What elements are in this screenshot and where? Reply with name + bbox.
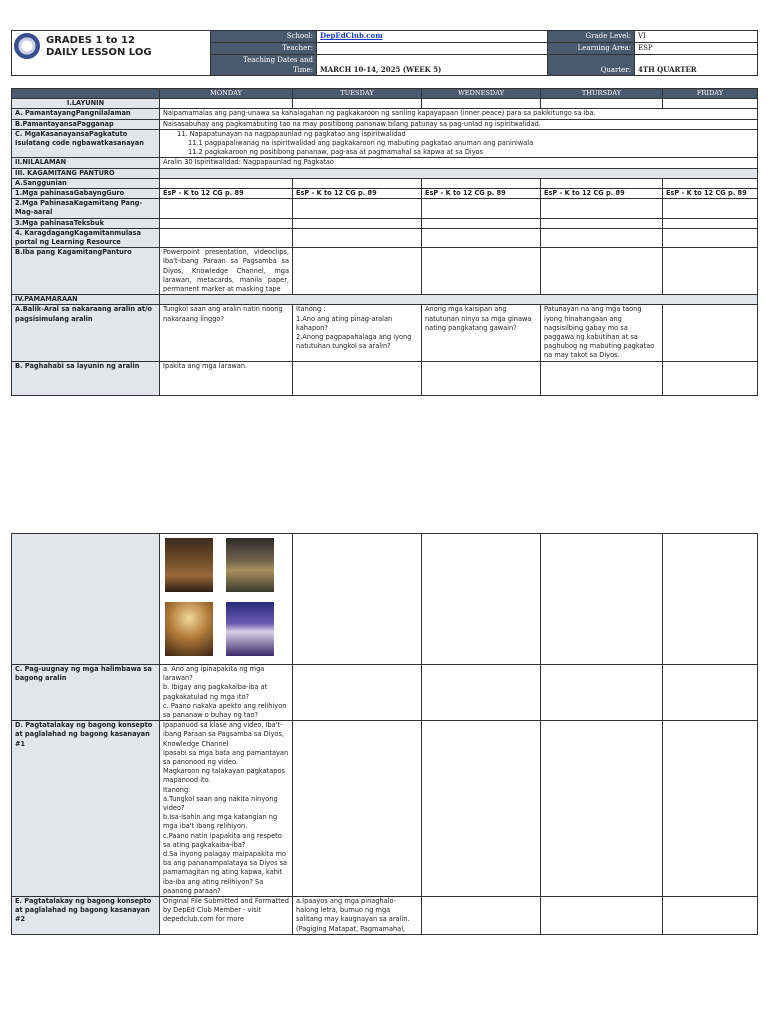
- worship-photo-2: [226, 538, 274, 592]
- cell: [422, 897, 541, 935]
- cell: [422, 228, 541, 247]
- header-table: [11, 30, 758, 76]
- pagganap-text: Naisasabuhay ang pagkamabuting tao na may positibong pananaw bilang patunay sa pag-unlad ng ispiritwalidad.: [160, 119, 758, 129]
- grade-value: VI: [635, 31, 758, 43]
- area-value: ESP: [635, 43, 758, 55]
- cell: [422, 361, 541, 395]
- cell: [541, 228, 663, 247]
- pamamaraan-blank: [160, 295, 758, 305]
- pagugnay-label: C. Pag-uugnay ng mga halimbawa sa bagong aralin: [12, 665, 160, 721]
- gabay-wednesday: EsP - K to 12 CG p. 89: [422, 189, 541, 199]
- gabay-tuesday: EsP - K to 12 CG p. 89: [293, 189, 422, 199]
- cell: [663, 721, 758, 897]
- grade-label: Grade Level:: [548, 31, 635, 43]
- quarter-label: Quarter:: [548, 55, 635, 76]
- paghahabi-label: B. Paghahabi sa layunin ng aralin: [12, 361, 160, 395]
- photos-row-label: [12, 534, 160, 665]
- layunin-heading: I.LAYUNIN: [12, 99, 160, 109]
- school-value[interactable]: [317, 31, 548, 43]
- cell: [160, 99, 293, 109]
- cell: [293, 721, 422, 897]
- worship-photo-1: [165, 538, 213, 592]
- balik-wednesday: Anong mga kaisipan ang natutunan ninyo sa mga ginawa nating pangkatang gawain?: [422, 305, 541, 361]
- kasanayan-111: 11.1 pagpapaliwanag na ispiritwalidad ang pagkakaroon ng mabuting pagkatao anuman ang paniniwala: [188, 139, 534, 148]
- gabay-label: 1.Mga pahinasaGabayngGuro: [12, 189, 160, 199]
- cell: [293, 228, 422, 247]
- paghahabi-monday: Ipakita ang mga larawan.: [160, 361, 293, 395]
- kasanayan-11: 11. Napapatunayan na nagpapaunlad ng pagkatao ang ispiritwalidad: [177, 129, 406, 138]
- worship-photo-4: [226, 602, 274, 656]
- iba-monday: Powerpoint presentation, videoclips, Iba't-ibang Paraan sa Pagsamba sa Diyos, Knowledge Channel, mga larawan, metacards, manila paper, permanent marker at masking tape: [160, 248, 293, 295]
- school-label: School:: [211, 31, 317, 43]
- cell: [663, 199, 758, 218]
- cell: [663, 99, 758, 109]
- cell: [422, 218, 541, 228]
- cell: [663, 248, 758, 295]
- balik-monday: Tungkol saan ang aralin natin noong nakaraang linggo?: [160, 305, 293, 361]
- deped-seal-icon: [14, 33, 40, 59]
- cell: [541, 99, 663, 109]
- cell: [663, 178, 758, 188]
- cell: [293, 218, 422, 228]
- teacher-value: [317, 43, 548, 55]
- pagtatalakay2-monday: Original File Submitted and Formatted by DepEd Club Member - visit depedclub.com for more: [160, 897, 293, 935]
- day-header-friday: FRIDAY: [663, 89, 758, 99]
- portal-label: 4. KaragdagangKagamitanmulasa portal ng Learning Resource: [12, 228, 160, 247]
- cell: [160, 199, 293, 218]
- cell: [160, 178, 293, 188]
- cell: [663, 897, 758, 935]
- cell: [541, 897, 663, 935]
- kasanayan-cell: [160, 129, 758, 158]
- day-header-monday: MONDAY: [160, 89, 293, 99]
- pagtatalakay1-monday: Ipapanuod sa klase ang video. Iba't-ibang Paraan sa Pagsamba sa Diyos, Knowledge Channel Ipasabi sa mga bata ang pamantayan sa panonood ng video. Magkaroon ng talakayan pagkatapos mapanood ito. Itanong: a.Tungkol saan ang nakita ninyong video? b.Isa-isahin ang mga katangian ng mga iba't ibang relihiyon. c.Paano natin ipapakita ang respeto sa ating pagkakaiba-iba? d.Sa inyong palagay maipapakita mo ba ang pananampalataya sa Diyos sa pamamagitan ng ating kapwa, kahit iba-iba ang ating relihiyon? Sa paanong paraan?: [160, 721, 293, 897]
- day-header-wednesday: WEDNESDAY: [422, 89, 541, 99]
- photos-cell: [160, 534, 293, 665]
- cell: [422, 721, 541, 897]
- iba-label: B.Iba pang KagamitangPanturo: [12, 248, 160, 295]
- sanggunian-label: A.Sanggunian: [12, 178, 160, 188]
- lesson-log-table: [11, 88, 758, 396]
- lesson-log-table-continued: [11, 533, 758, 935]
- pamamaraan-label: IV.PAMAMARAAN: [12, 295, 160, 305]
- cell: [541, 665, 663, 721]
- kagamitan-label: III. KAGAMITANG PANTURO: [12, 168, 160, 178]
- day-header-blank: [12, 89, 160, 99]
- school-link[interactable]: DepEdClub.com: [320, 31, 383, 40]
- area-label: Learning Area:: [548, 43, 635, 55]
- quarter-value: 4TH QUARTER: [635, 55, 758, 76]
- pagtatalakay1-label: D. Pagtatalakay ng bagong konsepto at paglalahad ng bagong kasanayan #1: [12, 721, 160, 897]
- cell: [422, 199, 541, 218]
- title-line-2: DAILY LESSON LOG: [46, 47, 152, 58]
- balik-tuesday: Itanong : 1.Ano ang ating pinag-aralan kahapon? 2.Anong pagpapahalaga ang iyong natutuhan tungkol sa aralin?: [293, 305, 422, 361]
- kagamitan-blank: [160, 168, 758, 178]
- cell: [293, 99, 422, 109]
- pagganap-label: B.PamantayansaPagganap: [12, 119, 160, 129]
- pamantayan-text: Naipamamalas ang pang-unawa sa kahalagahan ng pagkakaroon ng sariling kapayapaan (inner peace) para sa pakikitungo sa iba.: [160, 109, 758, 119]
- cell: [293, 534, 422, 665]
- cell: [663, 534, 758, 665]
- pagugnay-monday: a. Ano ang ipinapakita ng mga larawan? b. Ibigay ang pagkakaiba-iba at pagkakatulad ng mga ito? c. Paano nakaka apekto ang relihiyon sa pananaw o buhay ng tao?: [160, 665, 293, 721]
- cell: [541, 199, 663, 218]
- nilalaman-text: Aralin 30 Ispiritwalidad: Nagpapaunlad ng Pagkatao: [160, 158, 758, 168]
- gabay-monday: EsP - K to 12 CG p. 89: [160, 189, 293, 199]
- dates-value: MARCH 10-14, 2025 (WEEK 5): [317, 55, 548, 76]
- pagtatalakay2-label: E. Pagtatalakay ng bagong konsepto at paglalahad ng bagong kasanayan #2: [12, 897, 160, 935]
- pamantayan-label: A. PamantayangPangnilalaman: [12, 109, 160, 119]
- cell: [293, 178, 422, 188]
- cell: [663, 361, 758, 395]
- day-header-thursday: THURSDAY: [541, 89, 663, 99]
- balik-thursday: Patunayan na ang mga taong iyong hinahangaan ang nagsisilbing gabay mo sa paggawa ng kabutihan at sa paghubog ng mabuting pagkatao na may takot sa Diyos.: [541, 305, 663, 361]
- kasanayan-label: C. MgaKasanayansaPagkatuto Isulatang code ngbawatkasanayan: [12, 129, 160, 158]
- pagtatalakay2-tuesday: a.Ipaayos ang mga pinaghalo-halong letra, bumuo ng mga salitang may kaugnayan sa aralin. (Pagiging Matapat, Pagmamahal,: [293, 897, 422, 935]
- cell: [422, 99, 541, 109]
- day-header-tuesday: TUESDAY: [293, 89, 422, 99]
- cell: [663, 305, 758, 361]
- cell: [160, 228, 293, 247]
- title-cell: [12, 31, 211, 76]
- teksbuk-label: 3.Mga pahinasaTeksbuk: [12, 218, 160, 228]
- worship-photo-3: [165, 602, 213, 656]
- title-line-1: GRADES 1 to 12: [46, 35, 135, 46]
- cell: [293, 361, 422, 395]
- cell: [293, 248, 422, 295]
- cell: [541, 721, 663, 897]
- cell: [541, 534, 663, 665]
- cell: [422, 178, 541, 188]
- cell: [422, 534, 541, 665]
- cell: [541, 248, 663, 295]
- cell: [160, 218, 293, 228]
- balik-label: A.Balik-Aral sa nakaraang aralin at/o pagsisimulang aralin: [12, 305, 160, 361]
- cell: [663, 665, 758, 721]
- kasanayan-112: 11.2 pagkakaroon ng positibong pananaw, pag-asa at pagmamahal sa kapwa at sa Diyos: [188, 148, 484, 157]
- cell: [541, 218, 663, 228]
- dates-label-line-2: Time:: [292, 66, 313, 74]
- cell: [541, 361, 663, 395]
- teacher-label: Teacher:: [211, 43, 317, 55]
- kagamitang-label: 2.Mga PahinasaKagamitang Pang-Mag-aaral: [12, 199, 160, 218]
- cell: [422, 248, 541, 295]
- dates-label-line-1: Teaching Dates and: [242, 56, 313, 64]
- nilalaman-label: II.NILALAMAN: [12, 158, 160, 168]
- cell: [422, 665, 541, 721]
- dates-label: [211, 55, 317, 76]
- cell: [293, 199, 422, 218]
- gabay-friday: EsP - K to 12 CG p. 89: [663, 189, 758, 199]
- cell: [663, 218, 758, 228]
- cell: [541, 178, 663, 188]
- gabay-thursday: EsP - K to 12 CG p. 89: [541, 189, 663, 199]
- cell: [663, 228, 758, 247]
- cell: [293, 665, 422, 721]
